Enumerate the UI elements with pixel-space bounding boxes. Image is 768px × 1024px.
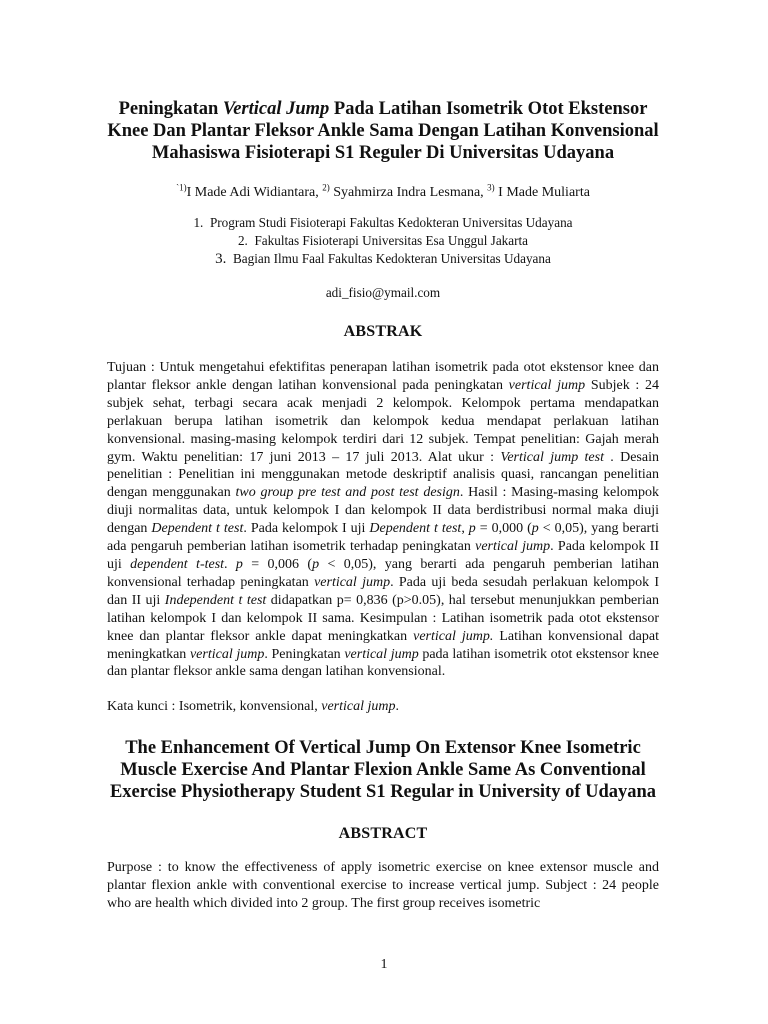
keywords: Kata kunci : Isometrik, konvensional, vertical jump. [107, 699, 399, 715]
affiliation-list [107, 214, 659, 268]
author-superscript: 2) [322, 182, 330, 193]
abstrak-heading: ABSTRAK [343, 323, 423, 340]
author-superscript: 3) [487, 182, 495, 193]
author-email: adi_fisio@ymail.com [325, 285, 441, 300]
author-name: I Made Muliarta [494, 185, 590, 200]
title-en-line-3: Exercise Physiotherapy Student S1 Regular in University of Udayana [109, 782, 657, 803]
abstrak-body: Tujuan : Untuk mengetahui efektifitas penerapan latihan isometrik pada otot ekstensor knee dan plantar fleksor ankle dengan latihan konvensional pada peningkatan vertical jump Subjek : 24 subjek sehat, terbagi secara acak menjadi 2 kelompok. Kelompok pertama mendapatkan perlakuan berupa latihan isometrik dan kelompok kedua mendapat perlakuan latihan konvensional. masing-masing kelompok terdiri dari 12 subjek. Tempat penelitian: Gajah merah gym. Waktu penelitian: 17 juni 2013 – 17 juli 2013. Alat ukur : Vertical jump test . Desain penelitian : Penelitian ini menggunakan metode deskriptif analisis quasi, rancangan penelitian dengan menggunakan two group pre test and post test design. Hasil : Masing-masing kelompok diuji normalitas data, untuk kelompok I dan kelompok II data berdistribusi normal maka diuji dengan Dependent t test. Pada kelompok I uji Dependent t test, p = 0,000 (p < 0,05), yang berarti ada pengaruh pemberian latihan isometrik terhadap peningkatan vertical jump. Pada kelompok II uji dependent t-test. p = 0,006 (p < 0,05), yang berarti ada pengaruh pemberian latihan konvensional terhadap peningkatan vertical jump. Pada uji beda sesudah perlakuan kelompok I dan II uji Independent t test didapatkan p= 0,836 (p>0.05), hal tersebut menunjukkan pemberian latihan kelompok I dan kelompok II sama. Kesimpulan : Latihan isometrik pada otot ekstensor knee dan plantar fleksor ankle dapat meningkatkan vertical jump. Latihan konvensional dapat meningkatkan vertical jump. Peningkatan vertical jump pada latihan isometrik otot ekstensor knee dan plantar fleksor ankle sama dengan latihan konvensional. [107, 360, 660, 680]
title-en-line-1: The Enhancement Of Vertical Jump On Extensor Knee Isometric [125, 738, 641, 759]
affiliation-item: 1. Program Studi Fisioterapi Fakultas Kedokteran Universitas Udayana [193, 215, 573, 230]
affiliation-item: 3. Bagian Ilmu Faal Fakultas Kedokteran Universitas Udayana [215, 251, 551, 267]
title-line-3: Mahasiswa Fisioterapi S1 Reguler Di Universitas Udayana [151, 143, 615, 163]
abstract-heading: ABSTRACT [338, 825, 428, 843]
page-number: 1 [380, 957, 388, 972]
author-name: Syahmirza Indra Lesmana, [329, 185, 488, 200]
author-name: I Made Adi Widiantara, [186, 185, 323, 200]
paper-title-english [107, 737, 659, 803]
abstract-body: Purpose : to know the effectiveness of apply isometric exercise on knee extensor muscle and plantar flexion ankle with conventional exercise to increase vertical jump. Subject : 24 people who are health which divided into 2 group. The first group receives isometric [107, 860, 659, 912]
document-page [107, 98, 659, 913]
author-superscript: `1) [176, 182, 187, 193]
title-line-1: Peningkatan Vertical Jump Pada Latihan Isometrik Otot Ekstensor [118, 99, 648, 119]
paper-title-indonesian [107, 98, 659, 164]
title-en-line-2: Muscle Exercise And Plantar Flexion Ankle Same As Conventional [120, 760, 646, 781]
title-line-2: Knee Dan Plantar Fleksor Ankle Sama Dengan Latihan Konvensional [107, 121, 659, 141]
affiliation-item: 2. Fakultas Fisioterapi Universitas Esa Unggul Jakarta [237, 233, 529, 248]
author-list [107, 184, 659, 202]
